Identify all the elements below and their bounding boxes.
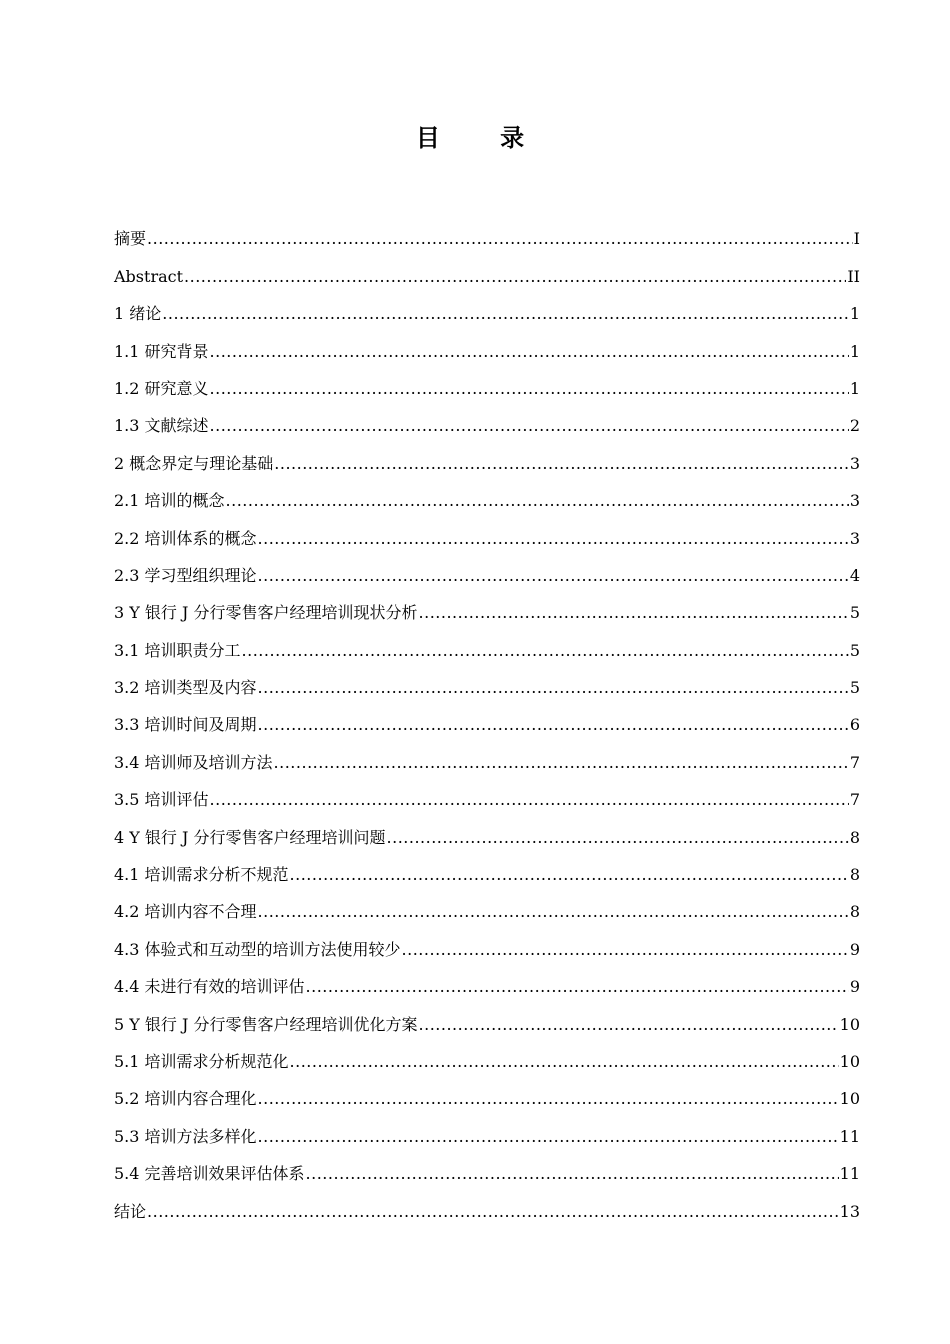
toc-dot-leader	[210, 379, 849, 399]
toc-entry-label: 5.4 完善培训效果评估体系	[114, 1164, 305, 1184]
toc-entry-label: 3.4 培训师及培训方法	[114, 752, 273, 772]
toc-entry-label: Abstract	[114, 266, 184, 286]
toc-entry[interactable]	[114, 586, 860, 623]
toc-entry[interactable]	[114, 1035, 860, 1072]
toc-entry-page-number: 1	[849, 378, 860, 398]
toc-dot-leader	[402, 940, 849, 960]
toc-dot-leader	[258, 1127, 839, 1147]
toc-dot-leader	[258, 902, 849, 922]
toc-entry-label: 4.2 培训内容不合理	[114, 902, 257, 922]
toc-entry[interactable]	[114, 810, 860, 847]
toc-entry[interactable]	[114, 661, 860, 698]
toc-entry[interactable]	[114, 773, 860, 810]
toc-entry[interactable]	[114, 324, 860, 361]
toc-entry[interactable]	[114, 511, 860, 548]
toc-entry-page-number: 10	[839, 1014, 860, 1034]
toc-dot-leader	[210, 416, 849, 436]
toc-entry-label: 摘要	[114, 229, 147, 249]
toc-entry-page-number: 5	[849, 678, 860, 698]
toc-entry-page-number: 9	[849, 939, 860, 959]
toc-entry[interactable]	[114, 1184, 860, 1221]
toc-entry-label: 4.4 未进行有效的培训评估	[114, 977, 305, 997]
toc-dot-leader	[242, 641, 849, 661]
toc-dot-leader	[258, 529, 849, 549]
toc-entry-page-number: 1	[849, 341, 860, 361]
toc-entry[interactable]	[114, 623, 860, 660]
toc-entry[interactable]	[114, 549, 860, 586]
toc-entry-page-number: 8	[849, 827, 860, 847]
toc-entry-label: 3.3 培训时间及周期	[114, 715, 257, 735]
toc-dot-leader	[258, 1089, 839, 1109]
toc-dot-leader	[210, 342, 849, 362]
toc-entry-page-number: 8	[849, 865, 860, 885]
toc-dot-leader	[226, 491, 849, 511]
toc-entry-page-number: 3	[849, 528, 860, 548]
toc-entry[interactable]	[114, 362, 860, 399]
toc-entry-page-number: 10	[839, 1089, 860, 1109]
toc-entry[interactable]	[114, 436, 860, 473]
toc-entry-label: 1 绪论	[114, 304, 162, 324]
toc-entry-label: 2.3 学习型组织理论	[114, 565, 257, 585]
toc-entry[interactable]	[114, 885, 860, 922]
toc-dot-leader	[258, 678, 849, 698]
toc-entry[interactable]	[114, 287, 860, 324]
toc-entry-label: 3.2 培训类型及内容	[114, 678, 257, 698]
toc-entry-page-number: 11	[839, 1164, 860, 1184]
toc-dot-leader	[147, 1202, 839, 1222]
toc-entry-page-number: 1	[849, 304, 860, 324]
toc-dot-leader	[147, 229, 853, 249]
toc-dot-leader	[274, 753, 849, 773]
toc-entry-page-number: 2	[849, 416, 860, 436]
toc-dot-leader	[387, 828, 849, 848]
toc-entry-page-number: 5	[849, 640, 860, 660]
toc-entry-label: 4 Y 银行 J 分行零售客户经理培训问题	[114, 827, 386, 847]
toc-entry-page-number: 6	[849, 715, 860, 735]
toc-entry-page-number: 3	[849, 491, 860, 511]
toc-entry-label: 2.2 培训体系的概念	[114, 528, 257, 548]
toc-entry-page-number: 4	[849, 565, 860, 585]
toc-title: 目 录	[415, 124, 551, 152]
toc-entry-page-number: 13	[839, 1201, 860, 1221]
toc-dot-leader	[274, 454, 849, 474]
toc-entry[interactable]	[114, 848, 860, 885]
toc-entry[interactable]	[114, 249, 860, 286]
toc-entry[interactable]	[114, 997, 860, 1034]
toc-entry[interactable]	[114, 698, 860, 735]
toc-dot-leader	[419, 1015, 839, 1035]
toc-entry[interactable]	[114, 212, 860, 249]
toc-entry-page-number: 11	[839, 1126, 860, 1146]
toc-entry-page-number: 10	[839, 1051, 860, 1071]
toc-entry-label: 3.5 培训评估	[114, 790, 209, 810]
toc-entry-page-number: 3	[849, 453, 860, 473]
toc-entry[interactable]	[114, 1072, 860, 1109]
toc-entry-label: 4.1 培训需求分析不规范	[114, 865, 289, 885]
toc-entry-label: 1.3 文献综述	[114, 416, 209, 436]
toc-entry[interactable]	[114, 735, 860, 772]
toc-entry-page-number: 7	[849, 790, 860, 810]
toc-dot-leader	[184, 267, 846, 287]
toc-dot-leader	[258, 566, 849, 586]
toc-entry[interactable]	[114, 960, 860, 997]
toc-entry-page-number: 9	[849, 977, 860, 997]
toc-dot-leader	[210, 790, 849, 810]
toc-entry[interactable]	[114, 474, 860, 511]
toc-entry-label: 1.2 研究意义	[114, 378, 209, 398]
toc-entry-label: 5.1 培训需求分析规范化	[114, 1051, 289, 1071]
toc-entry-page-number: II	[847, 266, 860, 286]
toc-entry-page-number: I	[853, 229, 860, 249]
toc-dot-leader	[258, 715, 849, 735]
toc-dot-leader	[290, 865, 849, 885]
toc-entry-label: 结论	[114, 1201, 147, 1221]
toc-entry[interactable]	[114, 1109, 860, 1146]
toc-entry-label: 3.1 培训职责分工	[114, 640, 241, 660]
toc-entry-page-number: 7	[849, 752, 860, 772]
toc-entry[interactable]	[114, 399, 860, 436]
toc-entry-label: 1.1 研究背景	[114, 341, 209, 361]
toc-dot-leader	[419, 603, 849, 623]
toc-entry-page-number: 8	[849, 902, 860, 922]
toc-entry-label: 5.3 培训方法多样化	[114, 1126, 257, 1146]
toc-entry-label: 3 Y 银行 J 分行零售客户经理培训现状分析	[114, 603, 418, 623]
table-of-contents	[114, 212, 860, 1222]
toc-entry-label: 5.2 培训内容合理化	[114, 1089, 257, 1109]
toc-entry-page-number: 5	[849, 603, 860, 623]
toc-dot-leader	[162, 304, 849, 324]
toc-dot-leader	[290, 1052, 839, 1072]
toc-dot-leader	[306, 1164, 839, 1184]
toc-dot-leader	[306, 977, 849, 997]
toc-entry-label: 2.1 培训的概念	[114, 491, 225, 511]
toc-entry-label: 4.3 体验式和互动型的培训方法使用较少	[114, 939, 401, 959]
toc-entry[interactable]	[114, 922, 860, 959]
toc-entry-label: 5 Y 银行 J 分行零售客户经理培训优化方案	[114, 1014, 418, 1034]
toc-entry-label: 2 概念界定与理论基础	[114, 453, 274, 473]
toc-entry[interactable]	[114, 1147, 860, 1184]
